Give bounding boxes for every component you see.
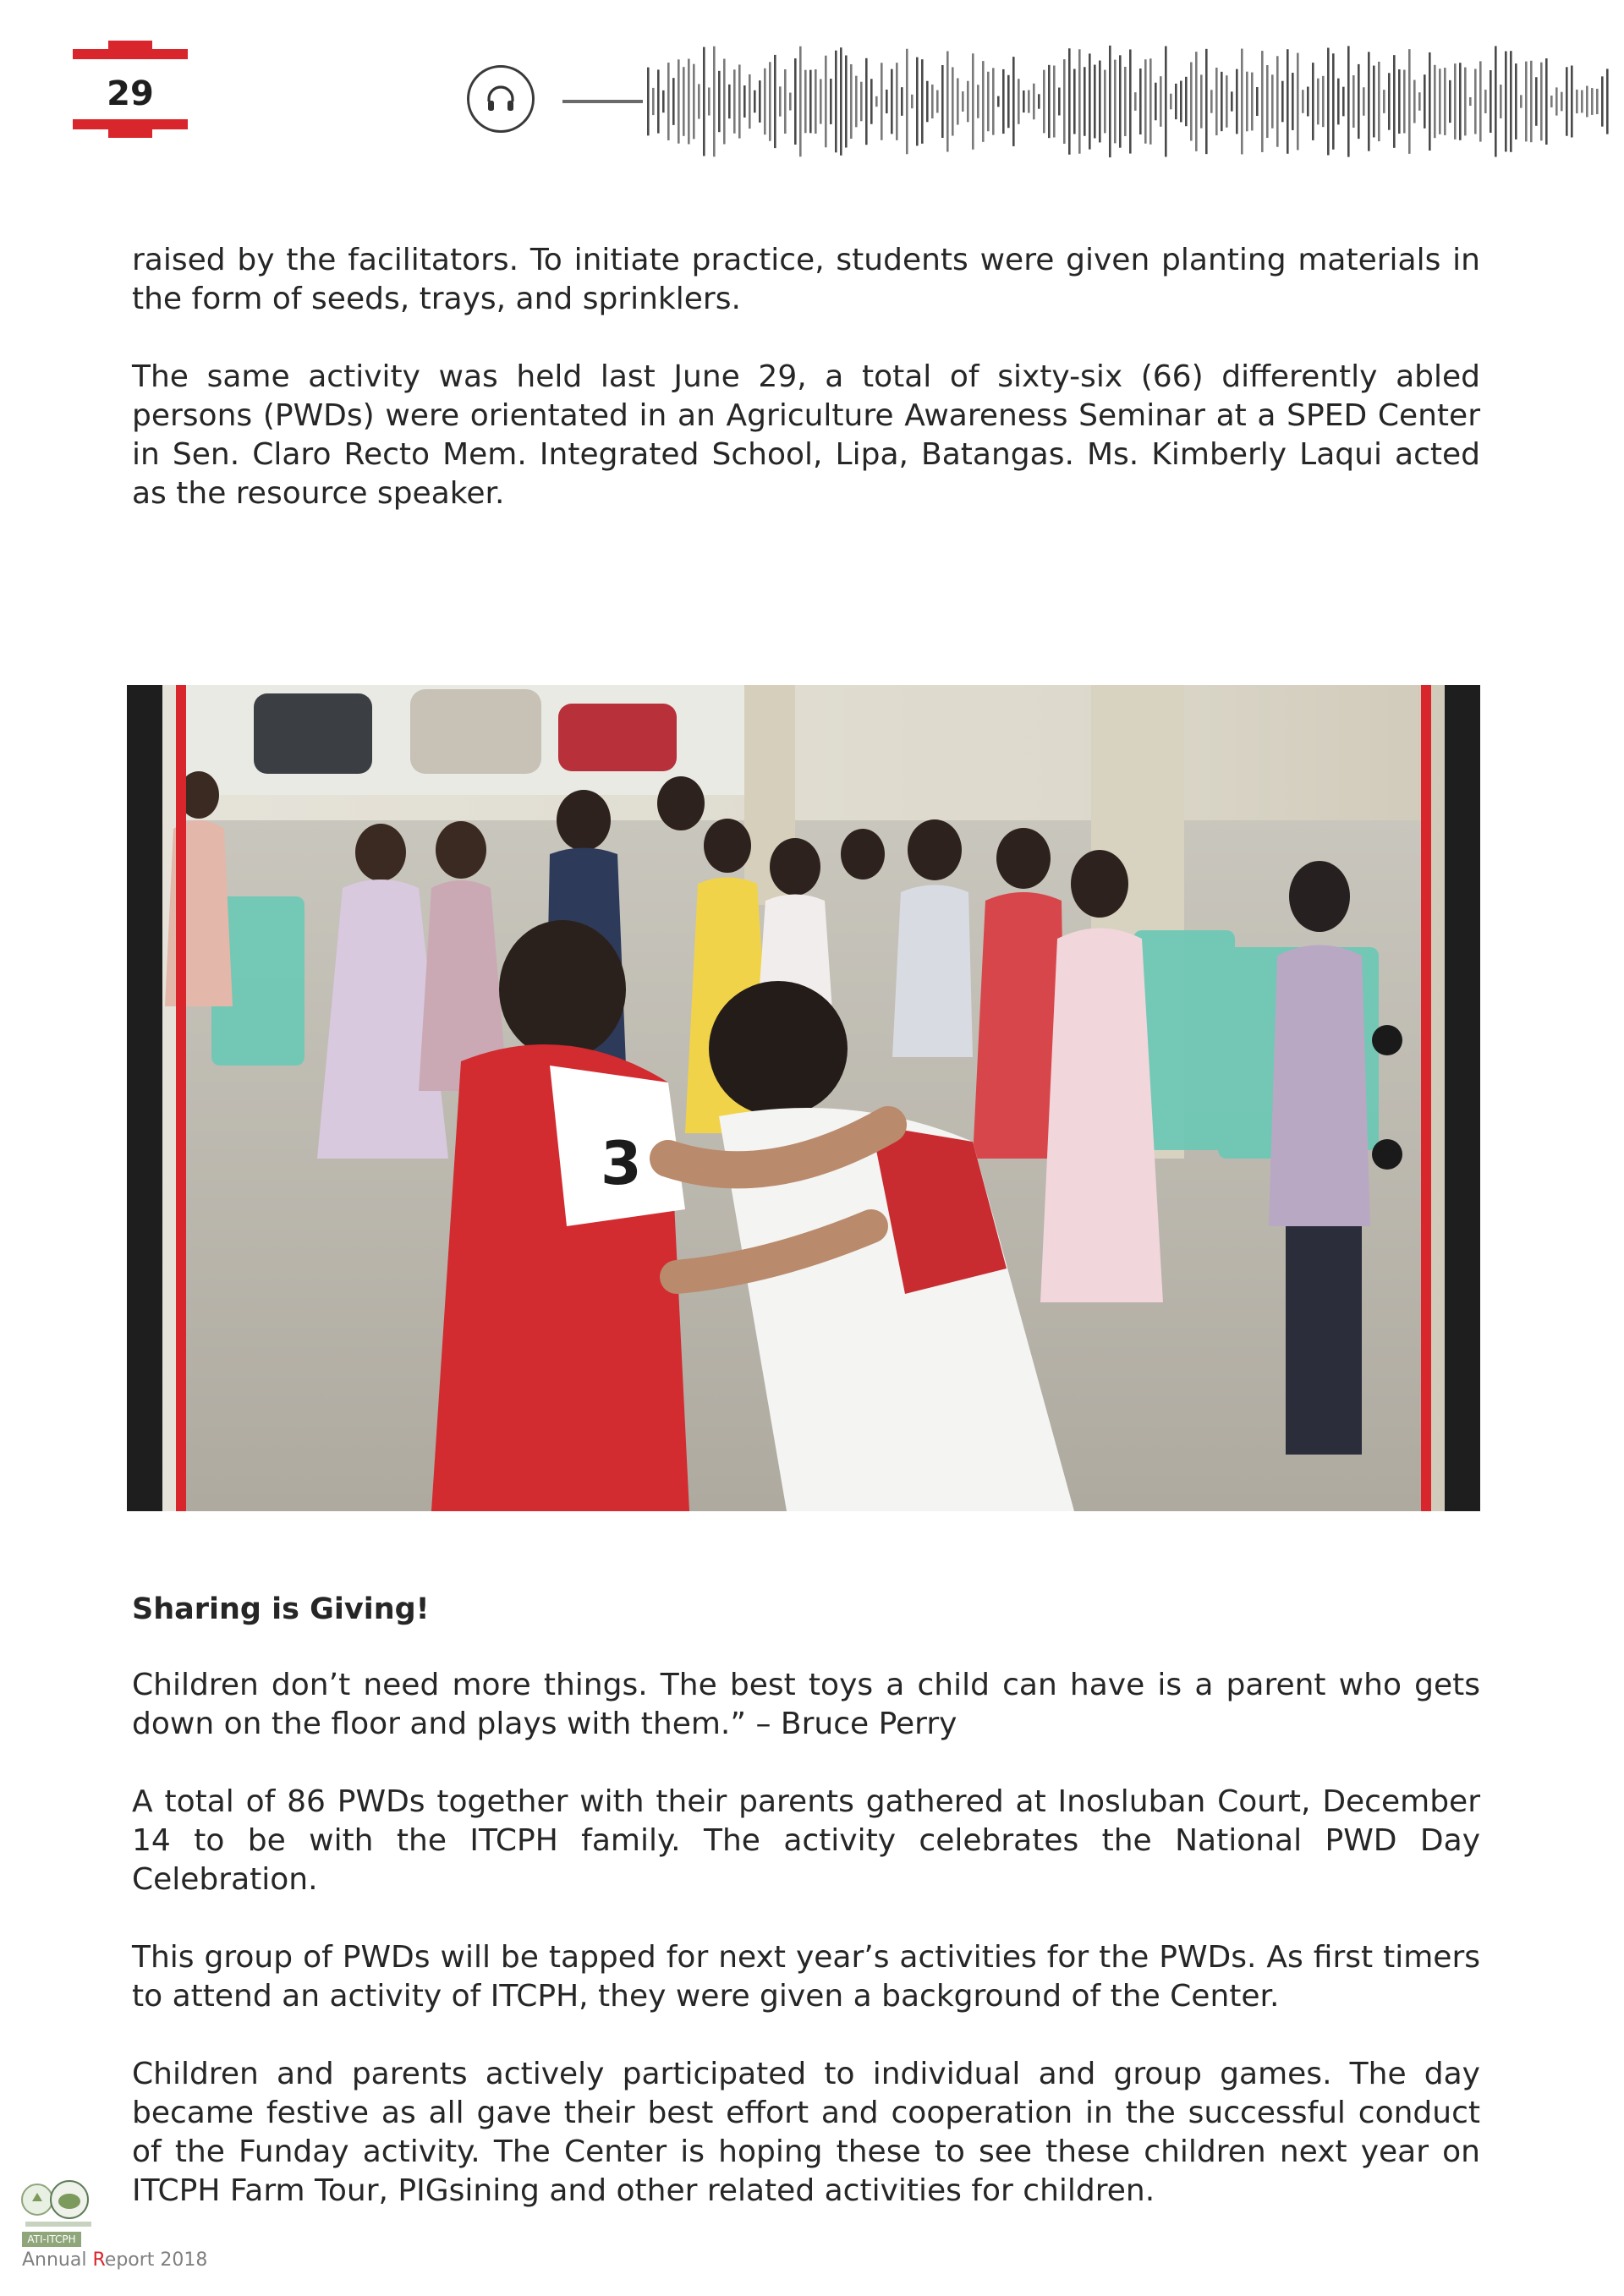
waveform-bar — [1576, 90, 1578, 113]
waveform-bar — [1251, 73, 1254, 131]
paragraph: Children and parents actively participated to individual and group games. The day became festive as all gave their best effort and cooperation in the successful conduct of the Funday activity. The Center is hoping these to see these children next year on ITCPH Farm Tour, PIGsining and other related activities for children. — [132, 2057, 1480, 2208]
waveform-bar — [1012, 57, 1015, 146]
waveform-bar — [1160, 76, 1162, 127]
waveform-bar — [652, 88, 655, 115]
waveform-bar — [1002, 69, 1005, 134]
waveform-bar — [957, 78, 959, 124]
waveform-bar — [1241, 49, 1243, 155]
waveform-bar — [1479, 61, 1482, 141]
waveform-bar — [1144, 59, 1147, 144]
waveform-bar — [1236, 69, 1238, 134]
waveform-bar — [1149, 58, 1152, 144]
waveform-bar — [1023, 90, 1025, 112]
waveform-bar — [1190, 63, 1193, 141]
waveform-bar — [896, 63, 898, 140]
waveform-bar — [1337, 79, 1340, 125]
waveform-bar — [1084, 67, 1086, 136]
waveform-bar — [678, 59, 680, 143]
waveform-bar — [1388, 73, 1391, 129]
waveform-bar — [977, 85, 979, 118]
waveform-bar — [1571, 65, 1573, 137]
waveform-bar — [769, 62, 771, 140]
paragraph: A total of 86 PWDs together with their parents gathered at Inosluban Court, December 14 to be with the ITCPH family. The activity celebrates the National PWD Day Celebration. — [132, 1784, 1480, 1897]
waveform-bar — [1256, 87, 1259, 116]
waveform-bar — [1287, 49, 1289, 154]
waveform-bar — [982, 61, 985, 142]
waveform-bar — [1205, 49, 1208, 154]
waveform-bar — [1591, 88, 1594, 115]
waveform-bar — [1261, 51, 1264, 152]
waveform-bar — [1373, 66, 1375, 138]
waveform-bar — [1231, 91, 1233, 111]
waveform-bar — [1221, 72, 1223, 131]
waveform-bar — [1312, 63, 1314, 140]
waveform-bar — [703, 47, 705, 156]
waveform-bar — [1555, 87, 1558, 115]
waveform-bar — [1413, 80, 1416, 123]
page-header — [0, 0, 1624, 178]
waveform-bar — [1033, 84, 1035, 120]
waveform-bar — [1266, 65, 1269, 138]
waveform-bar — [992, 68, 995, 134]
waveform-bar — [657, 69, 660, 133]
waveform-bar — [1520, 95, 1522, 107]
waveform-bar — [1292, 73, 1294, 130]
waveform-bar — [1053, 65, 1056, 137]
waveform-bar — [936, 90, 939, 113]
waveform-bar — [1490, 70, 1492, 133]
waveform-bar — [931, 85, 934, 118]
waveform-bar — [738, 64, 741, 138]
waveform-bar — [1322, 76, 1325, 127]
waveform-bar — [1276, 56, 1279, 146]
waveform-bar — [1347, 46, 1350, 156]
waveform-bar — [835, 51, 837, 153]
waveform-bar — [1378, 62, 1380, 141]
waveform-bar — [1226, 75, 1228, 128]
report-title-accent: R — [92, 2249, 105, 2271]
footer-branding — [19, 2178, 239, 2275]
waveform-bar — [875, 96, 878, 107]
page-number: 29 — [107, 74, 154, 113]
waveform-bar — [921, 59, 924, 144]
waveform-bar — [789, 93, 792, 111]
waveform-bar — [647, 68, 650, 136]
waveform-bar — [799, 47, 802, 156]
waveform-bar — [1474, 69, 1477, 134]
waveform-bar — [1134, 92, 1137, 111]
waveform-bar — [1464, 68, 1467, 136]
waveform-bar — [1459, 63, 1462, 140]
waveform-bar — [1180, 81, 1182, 123]
waveform-bar — [1530, 61, 1533, 142]
waveform-bar — [1124, 67, 1127, 136]
waveform-bar — [1586, 86, 1588, 118]
badge-bar — [73, 49, 188, 59]
waveform-bar — [784, 69, 787, 134]
waveform-bar — [1434, 65, 1436, 138]
waveform-bar — [1581, 90, 1583, 113]
waveform-bar — [1525, 62, 1528, 142]
quote-paragraph: Children don’t need more things. The best toys a child can have is a parent who gets down on the floor and plays with them.” – Bruce Perry — [132, 1668, 1480, 1741]
waveform-bar — [926, 81, 929, 123]
waveform-bar — [1099, 61, 1101, 143]
waveform-bar — [1383, 90, 1385, 113]
waveform-bar — [713, 47, 716, 157]
waveform-bar — [1342, 87, 1345, 117]
waveform-bar — [1185, 77, 1188, 126]
waveform-bar — [1606, 68, 1609, 134]
waveform-bar — [662, 90, 665, 112]
waveform-bar — [860, 82, 863, 122]
waveform-bar — [794, 58, 797, 145]
waveform-bar — [1327, 48, 1330, 156]
waveform-bar — [1352, 75, 1355, 128]
waveform-bar — [1028, 90, 1030, 112]
waveform-bar — [941, 65, 944, 138]
waveform-bar — [1038, 94, 1040, 108]
waveform-bar — [840, 47, 842, 156]
waveform-bar — [1358, 64, 1360, 139]
waveform-bar — [759, 80, 761, 123]
waveform-bar — [1495, 46, 1497, 156]
waveform-bar — [1210, 90, 1213, 112]
waveform-bar — [1155, 83, 1157, 121]
waveform-bar — [1500, 85, 1502, 118]
report-title — [22, 2249, 207, 2272]
svg-text:3: 3 — [601, 1129, 642, 1198]
waveform-bar — [1535, 77, 1538, 126]
waveform-bar — [1505, 52, 1507, 152]
waveform-bar — [1484, 90, 1487, 113]
waveform-bar — [1424, 74, 1426, 129]
waveform-bar — [1018, 79, 1020, 124]
waveform-bar — [886, 90, 888, 113]
waveform-bar — [1170, 94, 1172, 110]
waveform-bar — [906, 49, 908, 155]
waveform-bar — [693, 64, 695, 140]
waveform-bar — [1515, 63, 1517, 140]
waveform-bar — [1545, 58, 1548, 145]
waveform-bar — [1307, 86, 1309, 116]
waveform-bar — [1550, 96, 1553, 107]
waveform-bar — [1302, 90, 1304, 113]
waveform-bar — [667, 63, 670, 140]
waveform-bar — [743, 85, 746, 118]
waveform-bar — [1078, 49, 1081, 153]
waveform-bar — [1596, 89, 1599, 114]
report-title-part: Annual — [22, 2249, 93, 2271]
waveform-bar — [688, 59, 690, 145]
waveform-bar — [1139, 68, 1142, 134]
waveform-bar — [728, 85, 731, 118]
waveform-bar — [997, 96, 1000, 107]
waveform-bar — [916, 58, 919, 146]
waveform-bar — [1165, 47, 1167, 157]
waveform-bar — [1048, 65, 1051, 138]
waveform-bar — [683, 67, 685, 136]
waveform-bar — [1068, 48, 1071, 155]
waveform-bar — [1195, 52, 1198, 151]
waveform-bar — [1398, 69, 1401, 134]
event-photo — [127, 685, 1480, 1511]
waveform-bar — [1104, 70, 1106, 134]
waveform-bar — [1073, 69, 1076, 134]
waveform-bar — [845, 55, 848, 147]
org-label: ATI-ITCPH — [22, 2232, 81, 2247]
waveform-bar — [881, 63, 883, 140]
waveform-bar — [1175, 84, 1177, 119]
waveform-bar — [1418, 92, 1421, 111]
waveform-bar — [967, 81, 969, 123]
paragraph: raised by the facilitators. To initiate practice, students were given planting materials in the form of seeds, trays, and sprinklers. — [132, 243, 1480, 316]
report-title-part: eport 2018 — [104, 2249, 208, 2271]
waveform-bar — [1089, 53, 1091, 149]
intro-text-block — [132, 241, 1480, 513]
waveform-bar — [1281, 81, 1284, 123]
waveform-bar — [1246, 72, 1248, 132]
waveform-bar — [1363, 87, 1365, 116]
waveform-bar — [1403, 70, 1406, 134]
waveform-bar — [698, 84, 700, 118]
waveform-bar — [820, 79, 822, 123]
waveform-bar — [723, 59, 726, 145]
waveform-bar — [1129, 49, 1132, 153]
waveform-bar — [870, 79, 873, 123]
waveform-bar — [1540, 63, 1543, 141]
children-games-photo — [127, 685, 1480, 1511]
waveform-bar — [1109, 46, 1111, 157]
waveform-bar — [901, 87, 903, 116]
waveform-bar — [1449, 80, 1451, 123]
waveform-bar — [952, 67, 954, 135]
waveform-bar — [1332, 53, 1335, 150]
waveform-bar — [962, 91, 964, 112]
waveform-bar — [911, 95, 914, 108]
waveform-bar — [1393, 55, 1396, 148]
waveform-bar — [891, 69, 893, 134]
waveform-bar — [1094, 65, 1096, 139]
waveform-bar — [1439, 68, 1441, 134]
section-heading: Sharing is Giving! — [132, 1592, 430, 1626]
waveform-bar — [1007, 75, 1010, 128]
paragraph: The same activity was held last June 29, a total of sixty-six (66) differently abled persons (PWDs) were orientated in an Agriculture Awareness Seminar at a SPED Center in Sen. Claro Recto Mem. Integrated School, Lipa, Batangas. Ms. Kimberly Laqui acted as the resource speaker. — [132, 359, 1480, 511]
waveform-bar — [1408, 49, 1411, 154]
waveform-bar — [946, 51, 949, 151]
waveform-bar — [1297, 53, 1299, 151]
waveform-bar — [1215, 68, 1218, 135]
waveform-bar — [1058, 88, 1061, 116]
waveform-bar — [830, 79, 832, 124]
headphones-glyph — [485, 83, 517, 115]
waveform-bar — [855, 76, 858, 128]
waveform-bar — [718, 71, 721, 132]
waveform-bar — [1114, 60, 1116, 144]
waveform-bar — [1200, 74, 1203, 128]
waveform-bar — [1429, 52, 1431, 151]
waveform-bar — [779, 86, 782, 116]
waveform-bar — [1317, 79, 1320, 125]
waveform-bar — [850, 64, 853, 139]
waveform-bar — [815, 69, 817, 134]
waveform-bar — [809, 70, 812, 134]
waveform-bar — [733, 69, 736, 133]
waveform-bar — [1561, 92, 1563, 112]
waveform-bar — [1368, 52, 1370, 151]
waveform-bar — [1510, 51, 1512, 152]
organization-logo — [20, 2178, 96, 2230]
audio-waveform[interactable] — [562, 32, 1611, 159]
waveform-bar — [1566, 67, 1568, 135]
waveform-bar — [987, 72, 990, 131]
waveform-bar — [1119, 55, 1122, 147]
waveform-bar — [749, 74, 751, 129]
waveform-bar — [1271, 74, 1274, 128]
waveform-bar — [865, 58, 868, 145]
waveform-bar — [972, 53, 974, 150]
headphones-icon[interactable] — [467, 65, 535, 133]
waveform-bar — [754, 90, 756, 113]
waveform-bar — [672, 78, 675, 125]
page-number-badge — [73, 49, 188, 129]
badge-bar — [108, 128, 152, 138]
waveform-bar — [1454, 63, 1457, 140]
waveform-bar — [1601, 76, 1604, 126]
paragraph: This group of PWDs will be tapped for next year’s activities for the PWDs. As first timers to attend an activity of ITCPH, they were given a background of the Center. — [132, 1940, 1480, 2014]
waveform-bar — [1444, 68, 1446, 135]
waveform-bar — [825, 56, 827, 148]
waveform-bar — [764, 68, 766, 134]
waveform-bar — [1063, 59, 1066, 144]
sharing-section — [132, 1590, 1480, 2211]
waveform-bar — [1043, 70, 1045, 134]
waveform-bar — [1469, 97, 1472, 106]
waveform-bar — [774, 55, 776, 148]
waveform-bar — [804, 70, 807, 134]
waveform-bar — [708, 87, 710, 115]
